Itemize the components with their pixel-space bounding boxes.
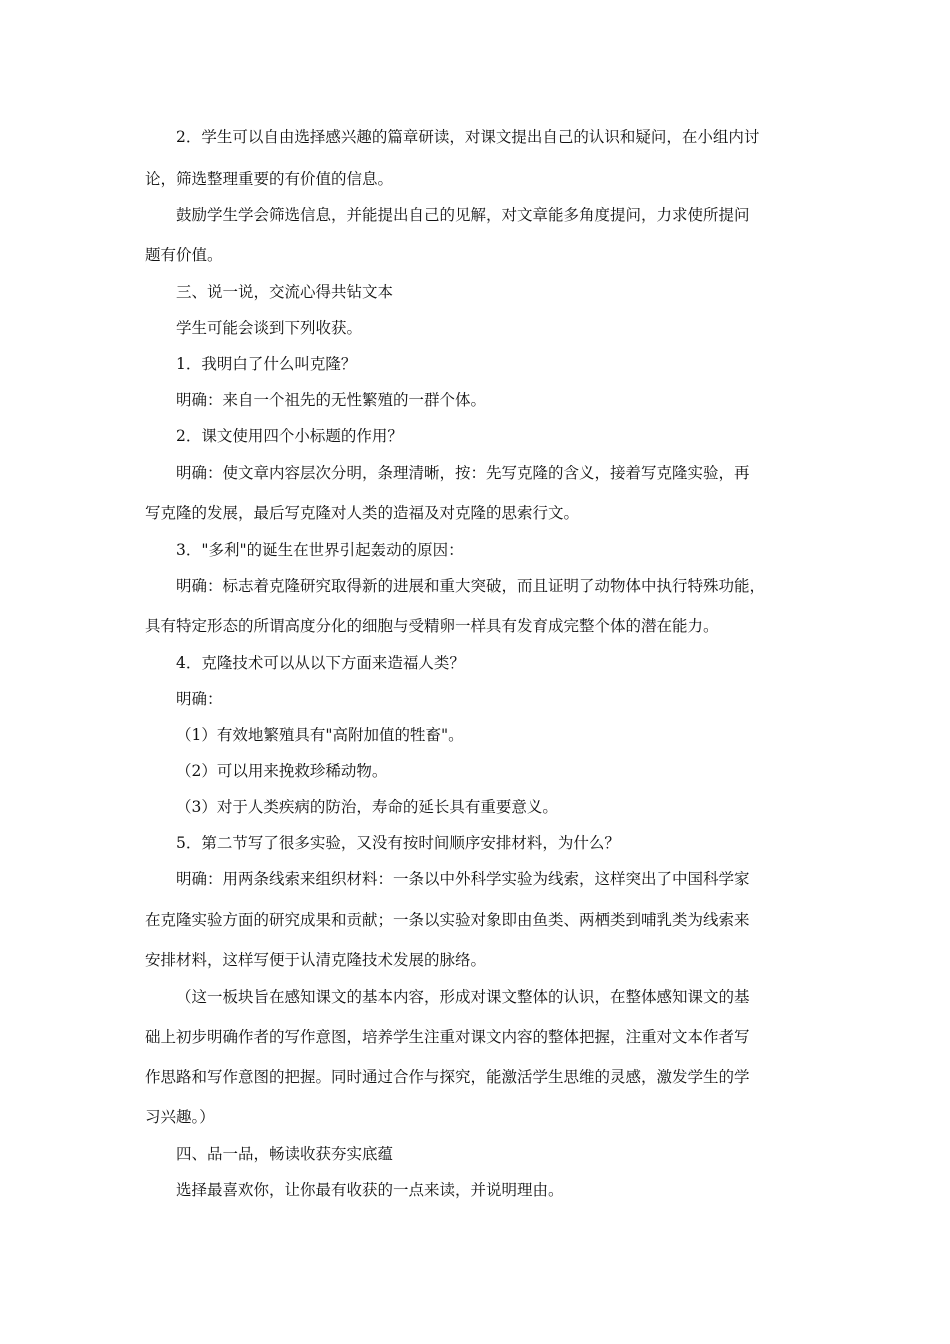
paragraph-line: 题有价值。 xyxy=(145,246,223,264)
answer-line: 明确：用两条线索来组织材料：一条以中外科学实验为线索，这样突出了中国科学家 xyxy=(176,870,750,888)
note-line: 作思路和写作意图的把握。同时通过合作与探究，能激活学生思维的灵感，激发学生的学 xyxy=(145,1068,750,1086)
paragraph-line: 2．学生可以自由选择感兴趣的篇章研读，对课文提出自己的认识和疑问，在小组内讨 xyxy=(176,128,760,146)
note-line: 础上初步明确作者的写作意图，培养学生注重对课文内容的整体把握，注重对文本作者写 xyxy=(145,1028,750,1046)
answer-line: 具有特定形态的所谓高度分化的细胞与受精卵一样具有发育成完整个体的潜在能力。 xyxy=(145,617,719,635)
question-line: 3．"多利"的诞生在世界引起轰动的原因： xyxy=(176,541,464,559)
question-line: 4．克隆技术可以从以下方面来造福人类？ xyxy=(176,654,465,672)
list-item: （2）可以用来挽救珍稀动物。 xyxy=(176,762,388,780)
answer-line: 明确： xyxy=(176,690,223,708)
question-line: 1．我明白了什么叫克隆？ xyxy=(176,355,357,373)
answer-line: 明确：标志着克隆研究取得新的进展和重大突破，而且证明了动物体中执行特殊功能， xyxy=(176,577,766,595)
list-item: （3）对于人类疾病的防治，寿命的延长具有重要意义。 xyxy=(176,798,558,816)
paragraph-line: 学生可能会谈到下列收获。 xyxy=(176,319,363,337)
answer-line: 安排材料，这样写便于认清克隆技术发展的脉络。 xyxy=(145,951,487,969)
answer-line: 在克隆实验方面的研究成果和贡献；一条以实验对象即由鱼类、两栖类到哺乳类为线索来 xyxy=(145,911,750,929)
answer-line: 写克隆的发展，最后写克隆对人类的造福及对克隆的思索行文。 xyxy=(145,504,580,522)
question-line: 2．课文使用四个小标题的作用？ xyxy=(176,427,403,445)
paragraph-line: 选择最喜欢你，让你最有收获的一点来读，并说明理由。 xyxy=(176,1181,564,1199)
list-item: （1）有效地繁殖具有"高附加值的牲畜"。 xyxy=(176,726,464,744)
question-line: 5．第二节写了很多实验，又没有按时间顺序安排材料，为什么？ xyxy=(176,834,620,852)
note-line: 习兴趣。） xyxy=(145,1108,215,1126)
note-line: （这一板块旨在感知课文的基本内容，形成对课文整体的认识，在整体感知课文的基 xyxy=(176,988,750,1006)
paragraph-line: 鼓励学生学会筛选信息，并能提出自己的见解，对文章能多角度提问，力求使所提问 xyxy=(176,206,750,224)
answer-line: 明确：来自一个祖先的无性繁殖的一群个体。 xyxy=(176,391,487,409)
paragraph-line: 论，筛选整理重要的有价值的信息。 xyxy=(145,170,394,188)
section-heading: 三、说一说，交流心得共钻文本 xyxy=(176,283,394,301)
section-heading: 四、品一品，畅读收获夯实底蕴 xyxy=(176,1145,394,1163)
answer-line: 明确：使文章内容层次分明，条理清晰，按：先写克隆的含义，接着写克隆实验，再 xyxy=(176,464,750,482)
